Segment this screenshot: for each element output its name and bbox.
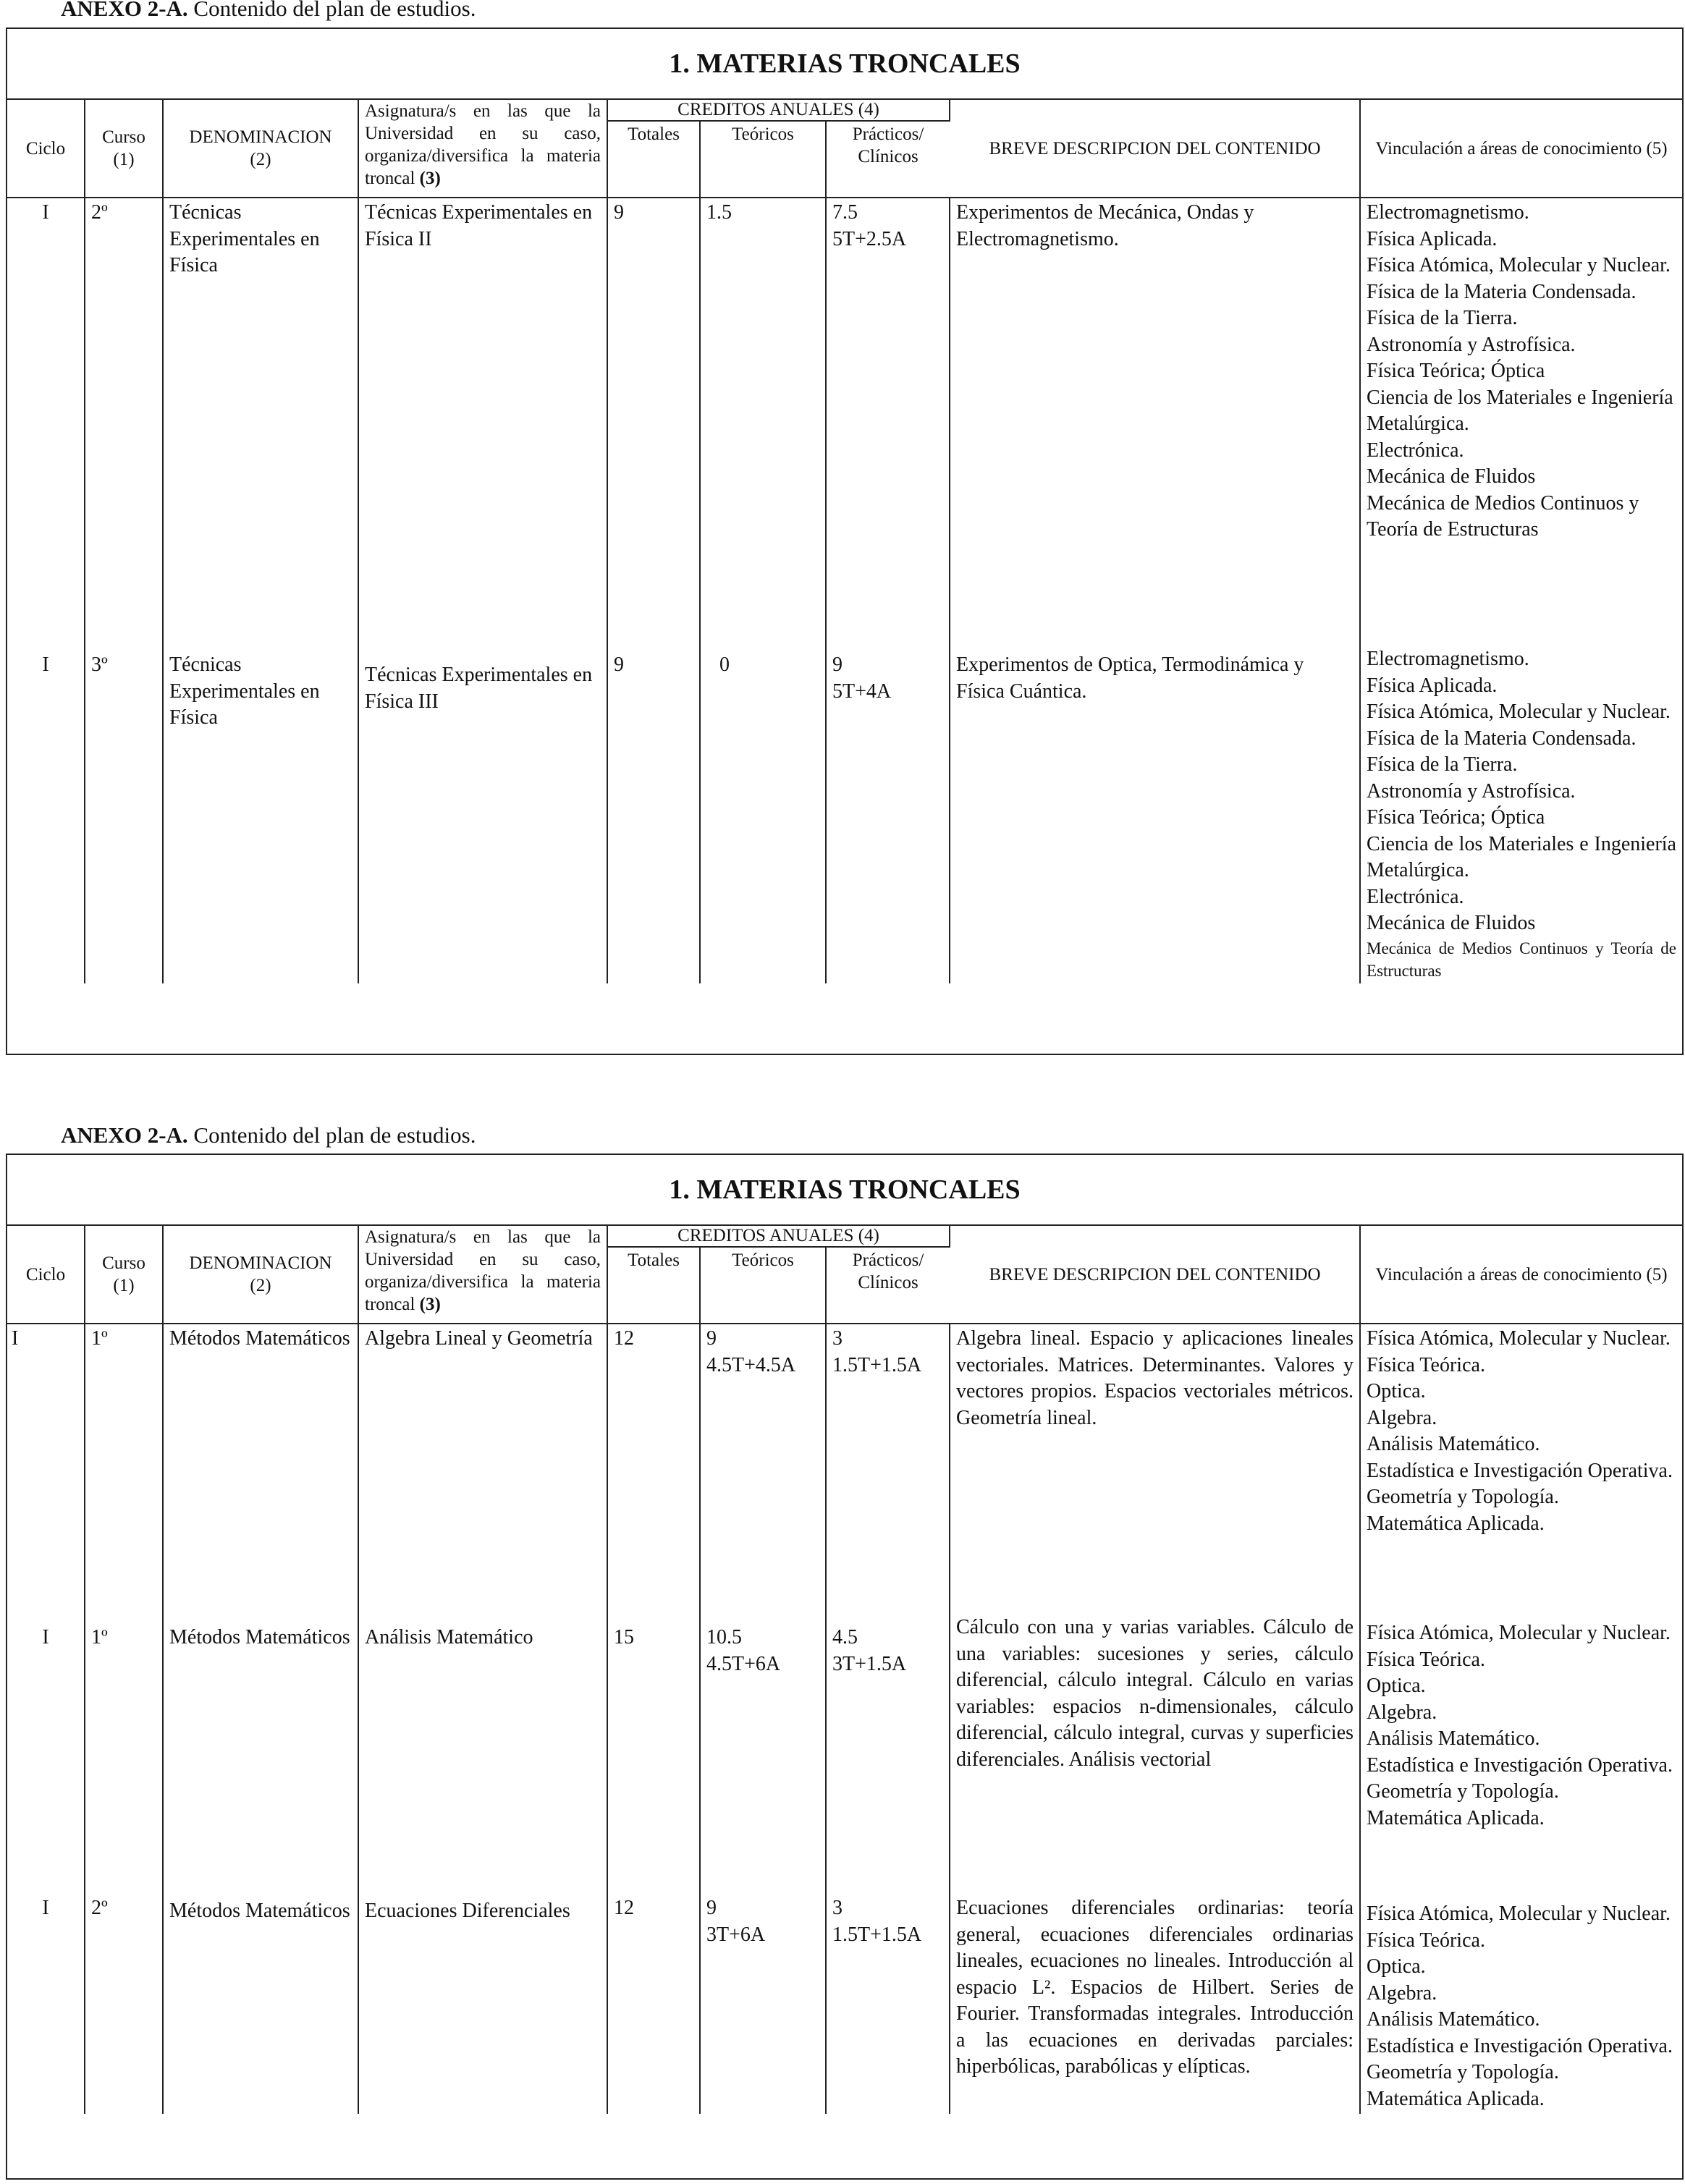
cell-teoricos: 1.5 bbox=[700, 198, 826, 646]
col-denominacion: DENOMINACION (2) bbox=[163, 100, 358, 198]
table-row bbox=[7, 198, 1682, 646]
col-curso: Curso (1) bbox=[85, 100, 163, 198]
cell-totales: 9 bbox=[607, 646, 700, 983]
cell-areas: Física Atómica, Molecular y Nuclear. Física Teórica. Optica. Algebra. Análisis Matemático. Estadística e Investigación Operativa. Geometría y Topología. Matemática Aplicada. bbox=[1367, 1902, 1673, 2110]
cell-denominacion: Métodos Matemáticos bbox=[163, 1324, 358, 1614]
cell-teoricos: 10.5 4.5T+6A bbox=[700, 1614, 826, 1888]
col-asignatura: Asignatura/s en las que la Universidad en su caso, organiza/diversifica la materia troncal (3) bbox=[358, 1226, 607, 1324]
cell-descripcion: Experimentos de Optica, Termodinámica y Física Cuántica. bbox=[950, 646, 1360, 983]
cell-totales: 12 bbox=[607, 1324, 700, 1614]
col-vinculacion: Vinculación a áreas de conocimiento (5) bbox=[1360, 100, 1682, 198]
cell-ciclo: I bbox=[7, 1614, 85, 1888]
page-heading-label: ANEXO 2-A. bbox=[61, 1122, 188, 1148]
cell-ciclo: I bbox=[7, 1324, 85, 1614]
cell-practicos: 4.5 3T+1.5A bbox=[826, 1614, 950, 1888]
sheet-1 bbox=[6, 27, 1684, 1055]
cell-practicos: 3 1.5T+1.5A bbox=[826, 1324, 950, 1614]
cell-curso: 2º bbox=[85, 198, 163, 646]
cell-practicos: 9 5T+4A bbox=[826, 646, 950, 983]
col-curso: Curso (1) bbox=[85, 1226, 163, 1324]
cell-totales: 15 bbox=[607, 1614, 700, 1888]
col-ciclo: Ciclo bbox=[7, 100, 85, 198]
cell-totales: 9 bbox=[607, 198, 700, 646]
cell-areas: Electromagnetismo. Física Aplicada. Física Atómica, Molecular y Nuclear. Física de la Materia Condensada. Física de la Tierra. Astronomía y Astrofísica. Física Teórica; Óptica Ciencia de los Materiales e Ingeniería Metalúrgica. Electrónica. Mecánica de Fluidos Mecánica de Medios Continuos y Teoría de Estructuras bbox=[1367, 201, 1673, 541]
cell-totales: 12 bbox=[607, 1888, 700, 2114]
cell-curso: 1º bbox=[85, 1614, 163, 1888]
page-heading-text: Contenido del plan de estudios. bbox=[193, 1122, 476, 1148]
cell-areas: Física Atómica, Molecular y Nuclear. Física Teórica. Optica. Algebra. Análisis Matemático. Estadística e Investigación Operativa. Geometría y Topología. Matemática Aplicada. bbox=[1367, 1327, 1673, 1535]
page-heading-label: ANEXO 2-A. bbox=[61, 0, 188, 21]
cell-denominacion: Técnicas Experimentales en Física bbox=[163, 646, 358, 983]
cell-asignatura: Técnicas Experimentales en Física III bbox=[358, 646, 607, 983]
cell-ciclo: I bbox=[7, 646, 85, 983]
col-asignatura: Asignatura/s en las que la Universidad en su caso, organiza/diversifica la materia troncal (3) bbox=[358, 100, 607, 198]
col-creditos: CREDITOS ANUALES (4) bbox=[607, 1226, 950, 1247]
cell-areas: Electromagnetismo. Física Aplicada. Física Atómica, Molecular y Nuclear. Física de la Materia Condensada. Física de la Tierra. Astronomía y Astrofísica. Física Teórica; Óptica Ciencia de los Materiales e Ingeniería Metalúrgica. Electrónica. Mecánica de Fluidos Mecánica de Medios Continuos y Teoría de Estructuras bbox=[1367, 648, 1676, 980]
col-descripcion: BREVE DESCRIPCION DEL CONTENIDO bbox=[950, 1226, 1360, 1324]
table-row bbox=[7, 646, 1682, 983]
troncales-table bbox=[7, 1226, 1682, 2114]
col-vinculacion: Vinculación a áreas de conocimiento (5) bbox=[1360, 1226, 1682, 1324]
cell-areas: Física Atómica, Molecular y Nuclear. Física Teórica. Optica. Algebra. Análisis Matemático. Estadística e Investigación Operativa. Geometría y Topología. Matemática Aplicada. bbox=[1367, 1622, 1673, 1829]
cell-curso: 2º bbox=[85, 1888, 163, 2114]
cell-descripcion: Experimentos de Mecánica, Ondas y Electromagnetismo. bbox=[950, 198, 1360, 646]
sheet-2 bbox=[6, 1154, 1684, 2180]
cell-denominacion: Métodos Matemáticos bbox=[163, 1888, 358, 2114]
table-row bbox=[7, 1888, 1682, 2114]
cell-asignatura: Ecuaciones Diferenciales bbox=[358, 1888, 607, 2114]
cell-practicos: 7.5 5T+2.5A bbox=[826, 198, 950, 646]
sheet-title: 1. MATERIAS TRONCALES bbox=[7, 29, 1682, 100]
page-heading-text: Contenido del plan de estudios. bbox=[193, 0, 476, 21]
col-practicos: Prácticos/ Clínicos bbox=[826, 121, 950, 198]
cell-teoricos: 9 3T+6A bbox=[700, 1888, 826, 2114]
cell-descripcion: Algebra lineal. Espacio y aplicaciones lineales vectoriales. Matrices. Determinantes. Valores y vectores propios. Espacios vectoriales métricos. Geometría lineal. bbox=[950, 1324, 1360, 1614]
table-row bbox=[7, 1614, 1682, 1888]
page-heading bbox=[61, 0, 476, 22]
col-descripcion: BREVE DESCRIPCION DEL CONTENIDO bbox=[950, 100, 1360, 198]
col-practicos: Prácticos/ Clínicos bbox=[826, 1247, 950, 1324]
cell-practicos: 3 1.5T+1.5A bbox=[826, 1888, 950, 2114]
col-ciclo: Ciclo bbox=[7, 1226, 85, 1324]
col-creditos: CREDITOS ANUALES (4) bbox=[607, 100, 950, 121]
page-heading bbox=[61, 1122, 476, 1148]
cell-curso: 3º bbox=[85, 646, 163, 983]
table-row bbox=[7, 1324, 1682, 1614]
cell-teoricos: 0 bbox=[700, 646, 826, 983]
cell-ciclo: I bbox=[7, 1888, 85, 2114]
cell-descripcion: Ecuaciones diferenciales ordinarias: teoría general, ecuaciones diferenciales ordinarias lineales, ecuaciones no lineales. Introducción al espacio L². Espacios de Hilbert. Series de Fourier. Transformadas integrales. Introducción a las ecuaciones en derivadas parciales: hiperbólicas, parabólicas y elípticas. bbox=[950, 1888, 1360, 2114]
sheet-title: 1. MATERIAS TRONCALES bbox=[7, 1155, 1682, 1226]
col-denominacion: DENOMINACION (2) bbox=[163, 1226, 358, 1324]
cell-ciclo: I bbox=[7, 198, 85, 646]
cell-asignatura: Técnicas Experimentales en Física II bbox=[358, 198, 607, 646]
cell-asignatura: Análisis Matemático bbox=[358, 1614, 607, 1888]
col-totales: Totales bbox=[607, 1247, 700, 1324]
col-teoricos: Teóricos bbox=[700, 121, 826, 198]
cell-denominacion: Técnicas Experimentales en Física bbox=[163, 198, 358, 646]
col-totales: Totales bbox=[607, 121, 700, 198]
cell-teoricos: 9 4.5T+4.5A bbox=[700, 1324, 826, 1614]
cell-descripcion: Cálculo con una y varias variables. Cálculo de una variables: sucesiones y series, cálculo diferencial, cálculo integral. Cálculo en varias variables: espacios n-dimensionales, cálculo diferencial, cálculo integral, curvas y superficies diferenciales. Análisis vectorial bbox=[950, 1614, 1360, 1888]
troncales-table bbox=[7, 100, 1682, 983]
col-teoricos: Teóricos bbox=[700, 1247, 826, 1324]
cell-asignatura: Algebra Lineal y Geometría bbox=[358, 1324, 607, 1614]
cell-curso: 1º bbox=[85, 1324, 163, 1614]
cell-denominacion: Métodos Matemáticos bbox=[163, 1614, 358, 1888]
